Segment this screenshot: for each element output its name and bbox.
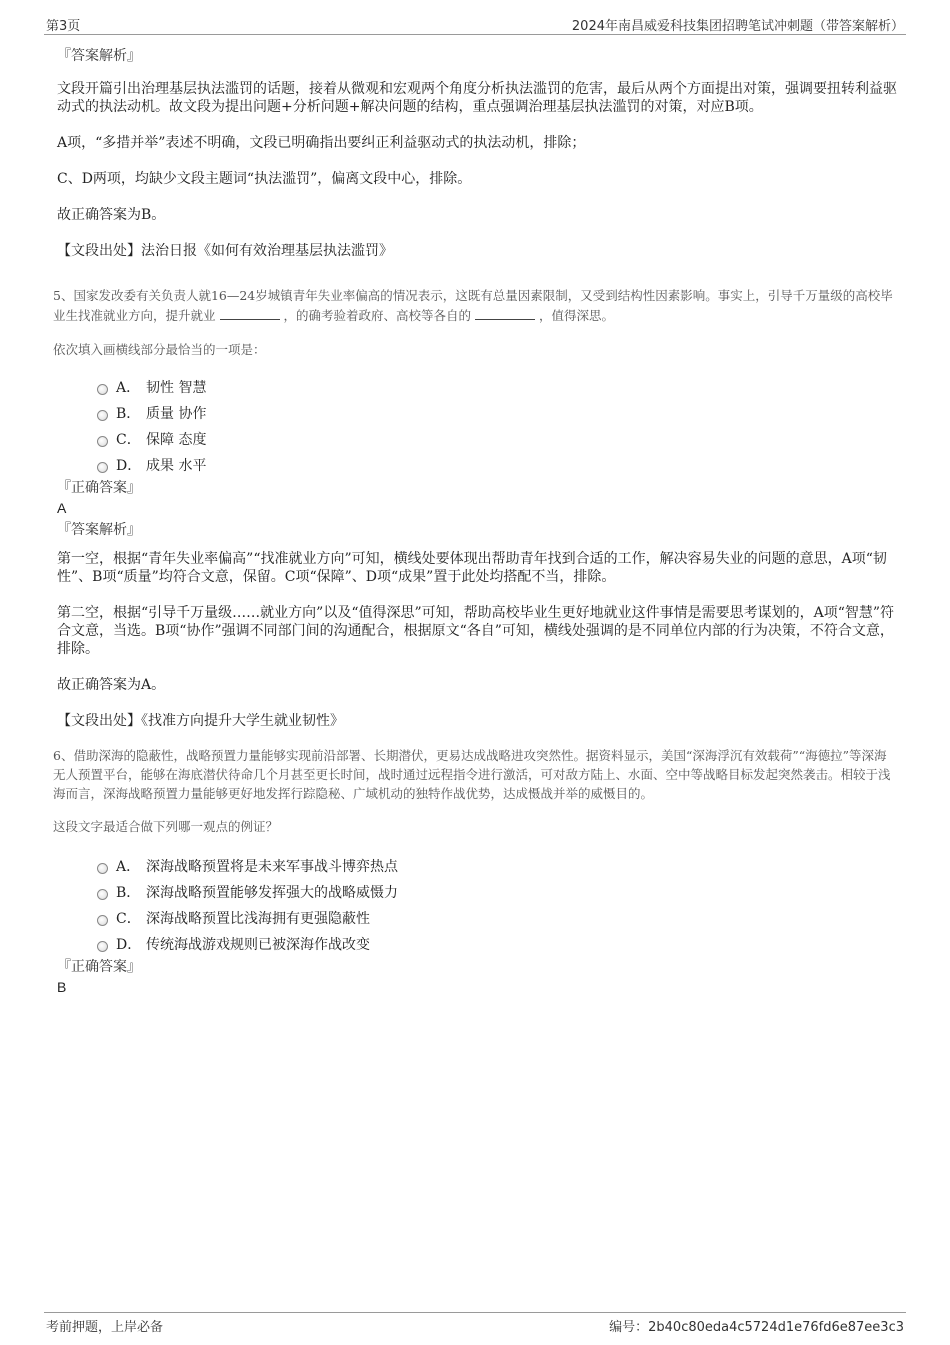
radio-icon[interactable]	[97, 915, 108, 926]
q6-option-c[interactable]: C． 深海战略预置比浅海拥有更强隐蔽性	[97, 905, 897, 931]
radio-icon[interactable]	[97, 410, 108, 421]
q5-answer: A	[57, 500, 67, 516]
radio-icon[interactable]	[97, 462, 108, 473]
q6-options	[97, 853, 897, 957]
q5-source: 【文段出处】《找准方向提升大学生就业韧性》	[57, 713, 344, 729]
page-number: 第3页	[46, 19, 81, 34]
page-header	[44, 14, 906, 35]
radio-icon[interactable]	[97, 863, 108, 874]
q4-analysis-title: 『答案解析』	[57, 48, 141, 64]
q4-analysis-p3: C、D两项，均缺少文段主题词“执法滥罚”，偏离文段中心，排除。	[57, 171, 472, 187]
q4-analysis-p4: 故正确答案为B。	[57, 207, 166, 223]
footer-doc-id: 编号：2b40c80eda4c5724d1e76fd6e87ee3c3	[609, 1320, 904, 1335]
q4-analysis	[57, 80, 897, 260]
q5-analysis-p2: 第二空，根据“引导千万量级……就业方向”以及“值得深思”可知，帮助高校毕业生更好地就业这件事情是需要思考谋划的，A项“智慧”符合文意，当选。B项“协作”强调不同部门间的沟通配合，根据原文“各自”可知，横线处强调的是不同单位内部的行为决策，不符合文意，排除。	[57, 605, 895, 657]
radio-icon[interactable]	[97, 436, 108, 447]
q5-analysis-p3: 故正确答案为A。	[57, 677, 166, 693]
q5-answer-title: 『正确答案』	[57, 480, 141, 496]
q5-blank-2	[475, 306, 535, 320]
q6-option-b[interactable]: B． 深海战略预置能够发挥强大的战略威慑力	[97, 879, 897, 905]
q6-answer-title: 『正确答案』	[57, 959, 141, 975]
q5-option-c[interactable]: C． 保障 态度	[97, 426, 897, 452]
q5-options	[97, 374, 897, 478]
radio-icon[interactable]	[97, 384, 108, 395]
q4-analysis-p1: 文段开篇引出治理基层执法滥罚的话题，接着从微观和宏观两个角度分析执法滥罚的危害，最后从两个方面提出对策，强调要扭转利益驱动式的执法动机。故文段为提出问题+分析问题+解决问题的结构，重点强调治理基层执法滥罚的对策，对应B项。	[57, 81, 897, 115]
q5-option-a[interactable]: A． 韧性 智慧	[97, 374, 897, 400]
radio-icon[interactable]	[97, 941, 108, 952]
q5-stem	[53, 286, 897, 326]
q6-prompt: 这段文字最适合做下列哪一观点的例证？	[53, 819, 279, 834]
page-footer	[44, 1312, 906, 1335]
q4-source: 【文段出处】法治日报《如何有效治理基层执法滥罚》	[57, 243, 393, 259]
q5-option-b[interactable]: B． 质量 协作	[97, 400, 897, 426]
document-title: 2024年南昌威爱科技集团招聘笔试冲刺题（带答案解析）	[571, 19, 904, 34]
radio-icon[interactable]	[97, 889, 108, 900]
q5-analysis-title: 『答案解析』	[57, 522, 141, 538]
footer-slogan: 考前押题，上岸必备	[46, 1320, 164, 1335]
page-content	[53, 46, 897, 997]
q6-answer: B	[57, 979, 67, 995]
q6-option-a[interactable]: A． 深海战略预置将是未来军事战斗博弈热点	[97, 853, 897, 879]
q4-analysis-p2: A项，“多措并举”表述不明确，文段已明确指出要纠正利益驱动式的执法动机，排除；	[57, 135, 586, 151]
q5-stem-part1: 5、国家发改委有关负责人就16—24岁城镇青年失业率偏高的情况表示，这既有总量因素限制，又受到结构性因素影响。事实上，引导千万量级的高校毕业生找准就业方向，提升就业	[53, 288, 893, 323]
q5-prompt: 依次填入画横线部分最恰当的一项是：	[53, 342, 266, 357]
q5-option-d[interactable]: D． 成果 水平	[97, 452, 897, 478]
q5-analysis	[57, 550, 897, 730]
q6-stem: 6、借助深海的隐蔽性，战略预置力量能够实现前沿部署、长期潜伏，更易达成战略进攻突然性。据资料显示，美国“深海浮沉有效载荷”“海德拉”等深海无人预置平台，能够在海底潜伏待命几个月甚至更长时间，战时通过远程指令进行激活，可对敌方陆上、水面、空中等战略目标发起突然袭击。相较于浅海而言，深海战略预置力量能够更好地发挥行踪隐秘、广域机动的独特作战优势，达成慑战并举的威慑目的。	[53, 748, 891, 801]
q5-stem-part3: ，值得深思。	[539, 308, 615, 323]
q5-stem-part2: ，的确考验着政府、高校等各自的	[283, 308, 472, 323]
q5-analysis-p1: 第一空，根据“青年失业率偏高”“找准就业方向”可知，横线处要体现出帮助青年找到合适的工作，解决容易失业的问题的意思，A项“韧性”、B项“质量”均符合文意，保留。C项“保障”、D项“成果”置于此处均搭配不当，排除。	[57, 551, 887, 585]
q6-option-d[interactable]: D． 传统海战游戏规则已被深海作战改变	[97, 931, 897, 957]
q5-blank-1	[220, 306, 280, 320]
